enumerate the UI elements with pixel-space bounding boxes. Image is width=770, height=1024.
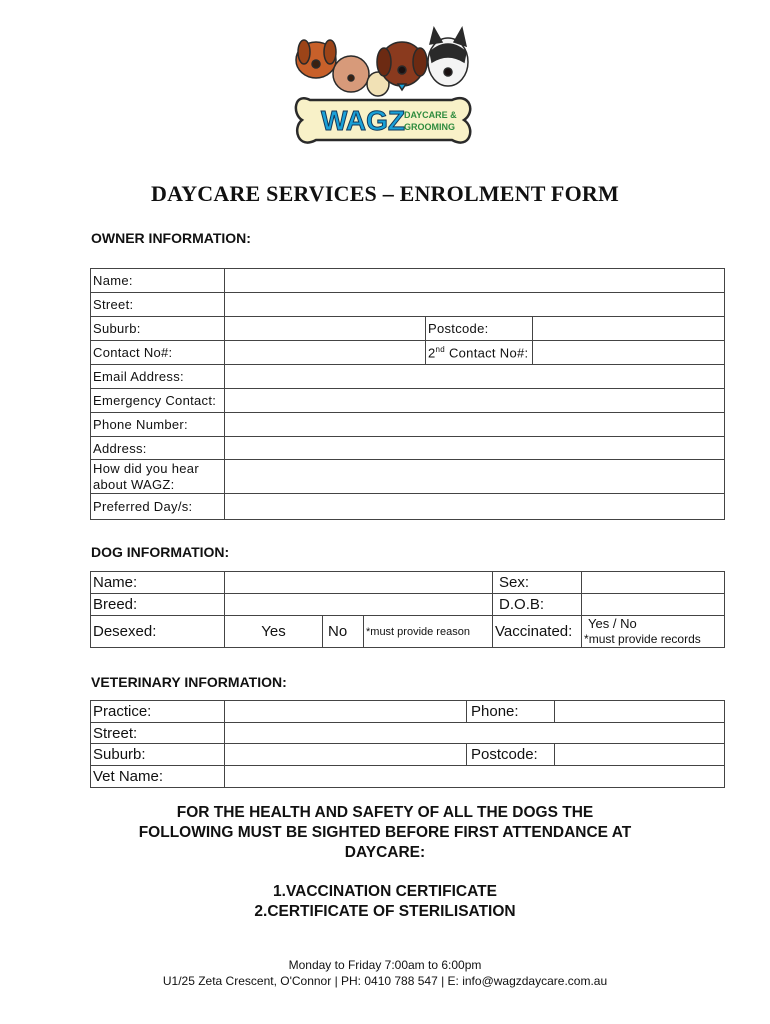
vet-phone-label: Phone: [467,701,555,723]
owner-section-heading: OWNER INFORMATION: [91,230,251,246]
page-title: DAYCARE SERVICES – ENROLMENT FORM [151,181,619,206]
wagz-logo [288,22,478,162]
owner-row-phone [91,413,725,437]
dog-vaccinated-label: Vaccinated: [493,616,582,648]
dog-row-name [91,572,725,594]
owner-days-label: Preferred Day/s: [91,494,225,520]
dog-illustrations [296,28,468,96]
owner-days-field[interactable] [225,494,725,520]
owner-name-field[interactable] [225,269,725,293]
required-item-2: 2.CERTIFICATE OF STERILISATION [254,903,516,920]
owner-street-field[interactable] [225,293,725,317]
required-item-1: 1.VACCINATION CERTIFICATE [273,883,497,900]
owner-suburb-field[interactable] [225,317,426,341]
dog-name-label: Name: [91,572,225,594]
owner-row-suburb [91,317,725,341]
dog-row-desexed [91,616,725,648]
owner-postcode-field[interactable] [533,317,725,341]
vet-table [90,700,725,788]
vet-postcode-label: Postcode: [467,744,555,766]
vet-row-practice [91,701,725,723]
dog-section-heading: DOG INFORMATION: [91,544,230,560]
owner-emergency-field[interactable] [225,389,725,413]
owner-contact-field[interactable] [225,341,426,365]
owner-row-address [91,437,725,460]
owner-address-field[interactable] [225,437,725,460]
dog-row-breed [91,594,725,616]
owner-contact2-label [426,341,533,365]
vet-section-heading: VETERINARY INFORMATION: [91,674,287,690]
owner-suburb-label: Suburb: [91,317,225,341]
dog-desexed-reason-note: *must provide reason [364,616,493,648]
vet-name-field[interactable] [225,766,725,788]
dog-sex-label: Sex: [493,572,582,594]
vet-phone-field[interactable] [555,701,725,723]
owner-street-label: Street: [91,293,225,317]
dog-breed-field[interactable] [225,594,493,616]
owner-email-field[interactable] [225,365,725,389]
vet-street-label: Street: [91,723,225,744]
vet-row-street [91,723,725,744]
owner-phone-label: Phone Number: [91,413,225,437]
dog-sex-field[interactable] [582,572,725,594]
owner-row-email [91,365,725,389]
footer-hours: Monday to Friday 7:00am to 6:00pm [288,958,482,972]
vet-practice-field[interactable] [225,701,467,723]
hear-line-2: about WAGZ: [93,476,175,492]
logo-tagline-2: GROOMING [404,122,455,132]
owner-row-days [91,494,725,520]
owner-row-emergency [91,389,725,413]
vet-practice-label: Practice: [91,701,225,723]
dog-dob-field[interactable] [582,594,725,616]
contact2-text: Contact No#: [445,345,529,361]
vaccinated-records-note: *must provide records [584,632,701,646]
owner-phone-field[interactable] [225,413,725,437]
contact2-superscript: nd [435,344,446,354]
health-safety-notice [0,803,770,863]
dog-vaccinated-field[interactable] [582,616,725,648]
contact2-ordinal: 2 [428,345,436,361]
owner-row-street [91,293,725,317]
vet-name-label: Vet Name: [91,766,225,788]
vet-suburb-field[interactable] [225,744,467,766]
notice-line-1: FOR THE HEALTH AND SAFETY OF ALL THE DOGS THE [176,804,594,821]
owner-hear-label [91,460,225,494]
vet-postcode-field[interactable] [555,744,725,766]
vet-row-suburb [91,744,725,766]
owner-hear-field[interactable] [225,460,725,494]
vet-suburb-label: Suburb: [91,744,225,766]
dog-desexed-yes[interactable]: Yes [225,616,323,648]
owner-row-contact [91,341,725,365]
vet-street-field[interactable] [225,723,725,744]
owner-contact2-field[interactable] [533,341,725,365]
dog-name-field[interactable] [225,572,493,594]
notice-line-2: FOLLOWING MUST BE SIGHTED BEFORE FIRST ATTENDANCE AT [138,824,632,841]
logo-tagline-1: DAYCARE & [404,110,457,120]
dog-dob-label: D.O.B: [493,594,582,616]
owner-row-name [91,269,725,293]
owner-name-label: Name: [91,269,225,293]
notice-line-3: DAYCARE: [344,844,426,861]
hear-line-1: How did you hear [93,460,199,476]
required-documents-list [0,882,770,922]
dog-desexed-no[interactable]: No [323,616,364,648]
logo-brand-text: WAGZ [321,105,405,136]
dog-breed-label: Breed: [91,594,225,616]
owner-address-label: Address: [91,437,225,460]
vet-row-name [91,766,725,788]
vaccinated-yes-no: Yes / No [588,616,637,631]
owner-email-label: Email Address: [91,365,225,389]
footer-contact: U1/25 Zeta Crescent, O'Connor | PH: 0410 788 547 | E: info@wagzdaycare.com.au [162,974,608,988]
owner-emergency-label: Emergency Contact: [91,389,225,413]
owner-contact-label: Contact No#: [91,341,225,365]
dog-table [90,571,725,648]
owner-row-hear [91,460,725,494]
owner-table [90,268,725,520]
owner-postcode-label: Postcode: [426,317,533,341]
dog-desexed-label: Desexed: [91,616,225,648]
